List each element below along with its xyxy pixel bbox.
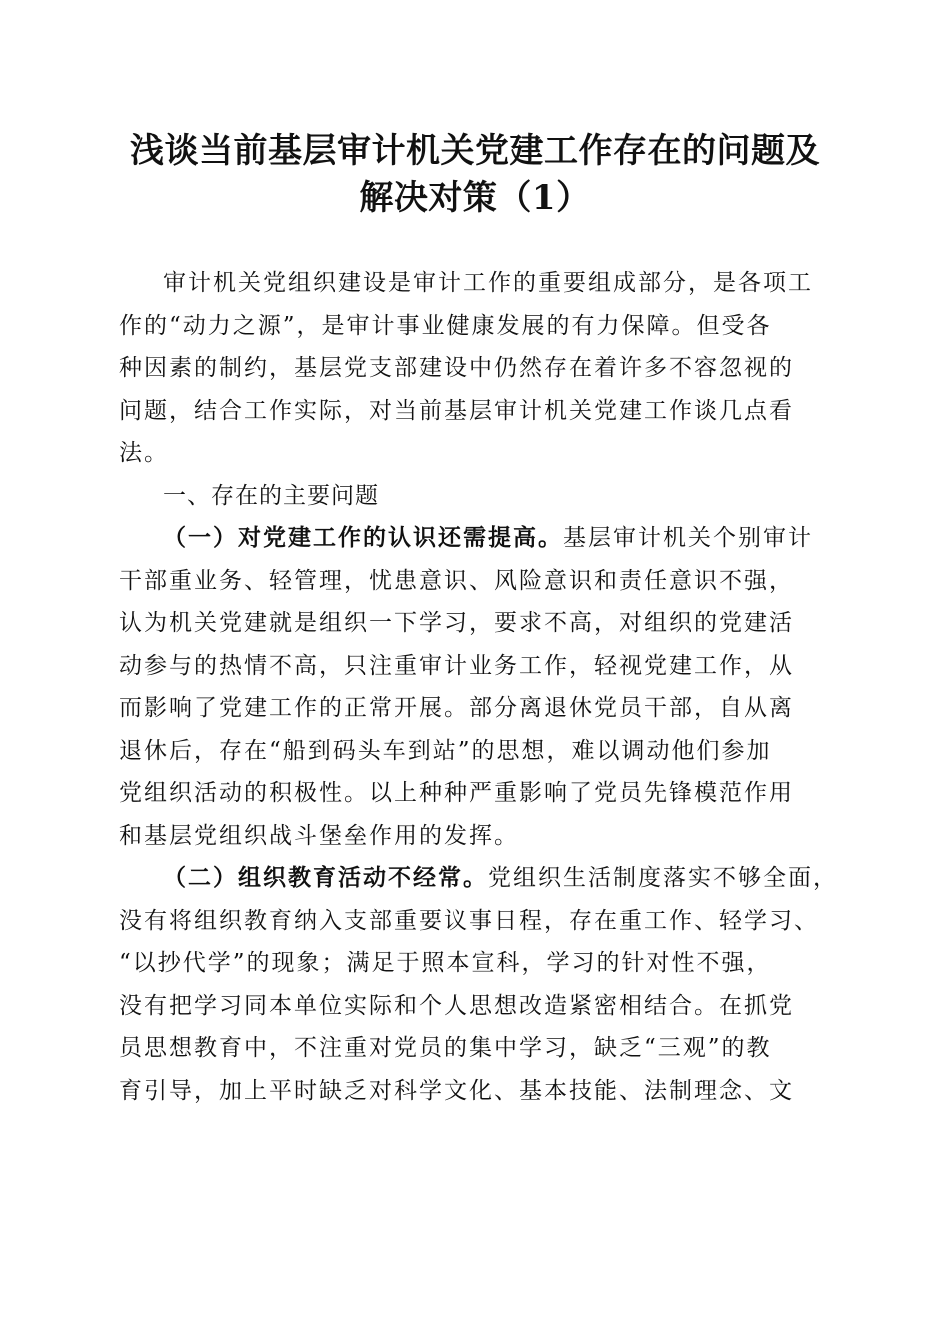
item-2-line: “以抄代学”的现象；满足于照本宣科，学习的针对性不强， <box>119 950 772 976</box>
item-2-paragraph <box>119 857 838 1112</box>
title-line-2: 解决对策（1） <box>359 178 591 218</box>
intro-paragraph <box>119 262 831 475</box>
item-1-line: 干部重业务、轻管理，忧患意识、风险意识和责任意识不强， <box>119 567 794 594</box>
document-title <box>100 128 850 222</box>
title-line-1: 浅谈当前基层审计机关党建工作存在的问题及 <box>130 131 820 171</box>
item-1-lead: （一）对党建工作的认识还需提高。 <box>163 524 563 551</box>
item-1-line: 退休后，存在“船到码头车到站”的思想，难以调动他们参加 <box>119 737 772 764</box>
intro-line: 审计机关党组织建设是审计工作的重要组成部分，是各项工 <box>163 270 813 296</box>
item-2-line: 没有把学习同本单位实际和个人思想改造紧密相结合。在抓党 <box>119 992 794 1019</box>
item-2-line: 没有将组织教育纳入支部重要议事日程，存在重工作、轻学习、 <box>119 907 819 934</box>
item-2-first-line <box>119 857 838 900</box>
intro-line: 法。 <box>119 440 169 466</box>
item-2-first-line-rest: 党组织生活制度落实不够全面， <box>488 865 838 891</box>
item-1-paragraph <box>119 517 831 857</box>
item-2-lead: （二）组织教育活动不经常。 <box>163 864 488 891</box>
item-1-line: 党组织活动的积极性。以上种种严重影响了党员先锋模范作用 <box>119 780 794 806</box>
section-heading: 一、存在的主要问题 <box>163 482 379 509</box>
item-1-line: 和基层党组织战斗堡垒作用的发挥。 <box>119 822 519 849</box>
intro-line: 问题，结合工作实际，对当前基层审计机关党建工作谈几点看 <box>119 397 794 424</box>
item-1-line: 动参与的热情不高，只注重审计业务工作，轻视党建工作，从 <box>119 652 794 679</box>
item-1-line: 认为机关党建就是组织一下学习，要求不高，对组织的党建活 <box>119 610 794 636</box>
intro-line: 种因素的制约，基层党支部建设中仍然存在着许多不容忽视的 <box>119 355 794 381</box>
item-1-line: 而影响了党建工作的正常开展。部分离退休党员干部，自从离 <box>119 695 794 721</box>
document-body <box>119 262 838 1112</box>
intro-line: 作的“动力之源”，是审计事业健康发展的有力保障。但受各 <box>119 312 772 339</box>
item-2-line: 员思想教育中，不注重对党员的集中学习，缺乏“三观”的教 <box>119 1035 772 1061</box>
item-1-first-line-rest: 基层审计机关个别审计 <box>563 525 813 551</box>
item-2-line: 育引导，加上平时缺乏对科学文化、基本技能、法制理念、文 <box>119 1077 794 1104</box>
item-1-first-line <box>119 517 831 560</box>
